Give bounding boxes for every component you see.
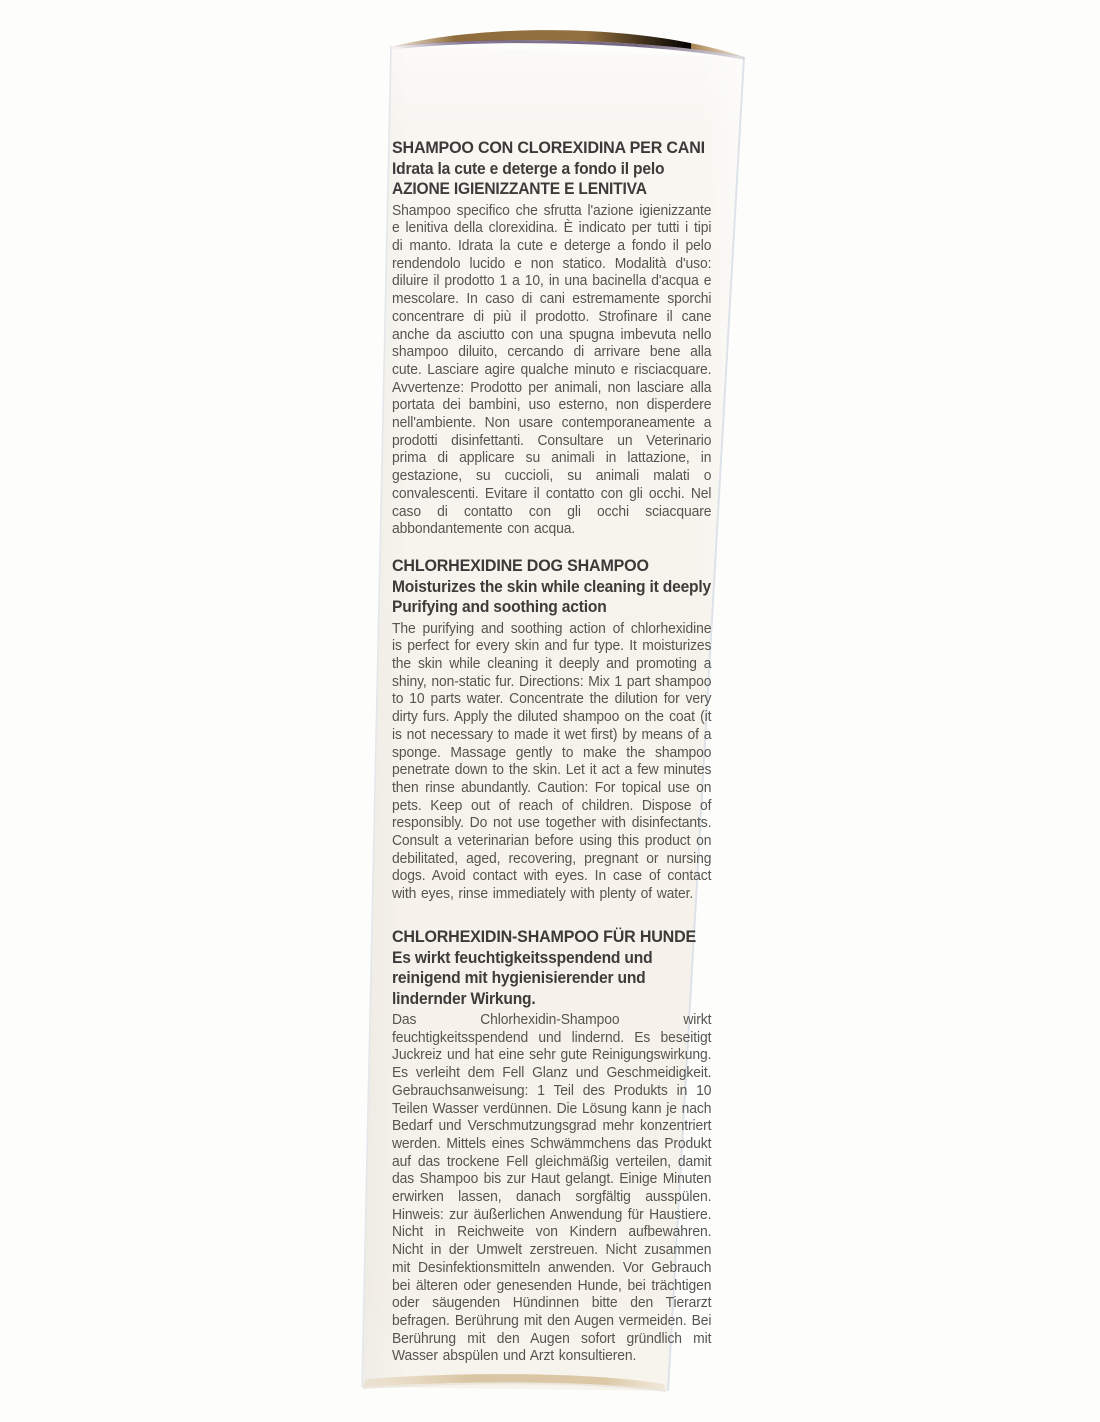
box-back-panel-text [392,48,711,1366]
english-directions-text: The purifying and soothing action of chlorhexidine is perfect for every skin and fur type. It moisturizes the skin while cleaning it deeply and promoting a shiny, non-static fur. Directions: Mix 1 part shampoo to 10 parts water. Concentrate the dilution for very dirty furs. Apply the diluted shampoo on the coat (it is not necessary to made it wet first) by means of a sponge. Massage gently to make the shampoo penetrate down to the skin. Let it act a few minutes then rinse abundantly. Caution: For topical use on pets. Keep out of reach of children. Dispose of responsibly. Do not use together with disinfectants. Consult a veterinarian before using this product on debilitated, aged, recovering, pregnant or nursing dogs. Avoid contact with eyes. In case of contact with eyes, rinse immediately with plenty of water. [392,620,712,903]
german-directions-text: Das Chlorhexidin-Shampoo wirkt feuchtigkeitsspendend und lindernd. Es beseitigt Juckreiz und hat eine sehr gute Reinigungswirkung. Es verleiht dem Fell Glanz und Geschmeidigkeit. Gebrauchsanweisung: 1 Teil des Produkts in 10 Teilen Wasser verdünnen. Die Lösung kann je nach Bedarf und Verschmutzungsgrad mehr konzentriert werden. Mittels eines Schwämmchens das Produkt auf das trockene Fell gleichmäßig verteilen, damit das Shampoo bis zur Haut gelangt. Einige Minuten erwirken lassen, danach sorgfältig ausspülen. Hinweis: zur äußerlichen Anwendung für Haustiere. Nicht in Reichweite von Kindern aufbewahren. Nicht in der Umwelt zerstreuen. Nicht zusammen mit Desinfektionsmitteln anwenden. Vor Gebrauch bei älteren oder genesenden Hunde, bei trächtigen oder säugenden Hündinnen bitte den Tierarzt befragen. Berührung mit den Augen vermeiden. Bei Berührung mit den Augen sofort gründlich mit Wasser abspülen und Arzt konsultieren. [392,1011,712,1365]
english-product-title: CHLORHEXIDINE DOG SHAMPOO [392,556,649,575]
italian-product-title: SHAMPOO CON CLOREXIDINA PER CANI [392,138,705,157]
italian-action-line: AZIONE IGIENIZZANTE E LENITIVA [392,180,647,199]
german-product-title: CHLORHEXIDIN-SHAMPOO FÜR HUNDE [392,926,697,946]
section-german [392,927,711,1366]
italian-claim-line: Idrata la cute e deterge a fondo il pelo [392,159,665,178]
section-english [392,556,711,904]
section-italian [392,138,711,539]
italian-directions-text: Shampoo specifico che sfrutta l'azione igienizzante e lenitiva della clorexidina. È indicato per tutti i tipi di manto. Idrata la cute e deterge a fondo il pelo rendendolo lucido e non statico. Modalità d'uso: diluire il prodotto 1 a 10, in una bacinella d'acqua e mescolare. In caso di cani estremamente sporchi concentrare di più il prodotto. Strofinare il cane anche da asciutto con una spugna imbevuta nello shampoo diluito, cercando di arrivare bene alla cute. Lasciare agire qualche minuto e risciacquare. Avvertenze: Prodotto per animali, non lasciare alla portata dei bambini, uso esterno, non disperdere nell'ambiente. Non usare contemporaneamente a prodotti disinfettanti. Consultare un Veterinario prima di applicare su animali in lattazione, in gestazione, su cuccioli, su animali malati o convalescenti. Evitare il contatto con gli occhi. Nel caso di contatto con gli occhi sciacquare abbondantemente con acqua. [392,202,712,538]
english-action-line: Purifying and soothing action [392,598,607,617]
english-claim-line: Moisturizes the skin while cleaning it deeply [392,577,712,596]
german-claim-line: Es wirkt feuchtigkeitsspendend und reinigend mit hygienisierender und lindernder Wirkung. [392,948,653,1008]
